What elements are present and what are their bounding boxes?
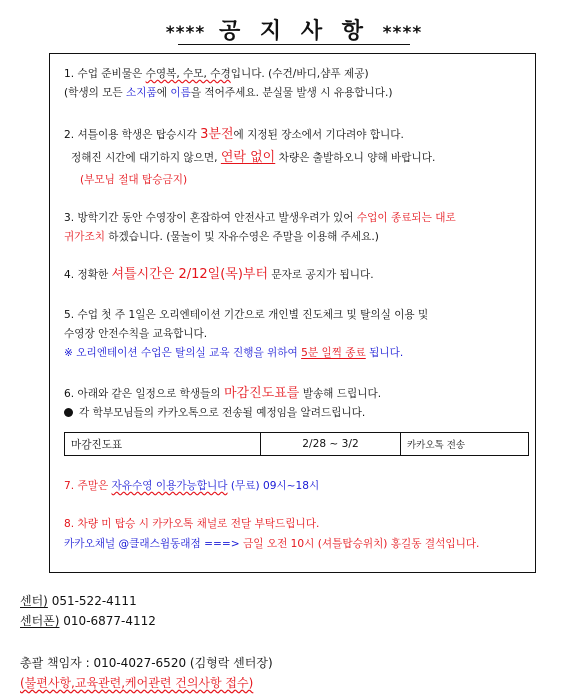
item-6-line-1: 6. 아래와 같은 일정으로 학생들의 마감진도표를 발송해 드립니다. bbox=[64, 386, 382, 401]
center-phone: 센터) 051-522-4111 bbox=[20, 594, 137, 608]
item-2-line-3: (부모님 절대 탑승금지) bbox=[80, 174, 188, 186]
item-4-line-1: 4. 정확한 셔틀시간은 2/12일(목)부터 문자로 공지가 됩니다. bbox=[64, 267, 374, 282]
item-6-line-2: 각 학부모님들의 카카오톡으로 전송될 예정임을 알려드립니다. bbox=[64, 407, 365, 420]
manager-note: (불편사항,교육관련,케어관련 건의사항 접수) bbox=[20, 676, 254, 690]
schedule-method: 카카오톡 전송 bbox=[407, 440, 466, 451]
item-8-line-2: 카카오채널 @클래스윔동래점 ===> 금일 오전 10시 (셔틀탑승위치) 홍길동 결석입니다. bbox=[64, 538, 480, 550]
manager-contact: 총괄 책임자 : 010-4027-6520 (김형락 센터장) bbox=[20, 656, 273, 670]
item-7-line-1: 7. 주말은 자유수영 이용가능합니다 (무료) 09시~18시 bbox=[64, 480, 320, 492]
schedule-table bbox=[64, 432, 529, 456]
item-5-line-2: 수영장 안전수칙을 교육합니다. bbox=[64, 328, 208, 340]
bullet-icon bbox=[64, 408, 73, 417]
item-3-line-1: 3. 방학기간 동안 수영장이 혼잡하여 안전사고 발생우려가 있어 수업이 종료되는 대로 bbox=[64, 212, 456, 224]
item-2-line-2: 정해진 시간에 대기하지 않으면, 연락 없이 차량은 출발하오니 양해 바랍니다. bbox=[71, 150, 436, 165]
page-title: 공 지 사 항 bbox=[219, 19, 369, 44]
schedule-name: 마감진도표 bbox=[65, 433, 261, 455]
title-underline bbox=[178, 44, 410, 45]
item-1-line-1: 1. 수업 준비물은 수영복, 수모, 수경입니다. (수건/바디,샴푸 제공) bbox=[64, 68, 369, 80]
notice-title bbox=[0, 14, 588, 45]
center-mobile: 센터폰) 010-6877-4112 bbox=[20, 614, 156, 628]
item-3-line-2: 귀가조치 하겠습니다. (물놀이 및 자유수영은 주말을 이용해 주세요.) bbox=[64, 231, 379, 243]
item-1-line-2: (학생의 모든 소지품에 이름을 적어주세요. 분실물 발생 시 유용합니다.) bbox=[64, 87, 393, 99]
schedule-date: 2/28 ~ 3/2 bbox=[261, 433, 401, 455]
item-8-line-1: 8. 차량 미 탑승 시 카카오톡 채널로 전달 부탁드립니다. bbox=[64, 518, 320, 530]
item-5-line-3: ※ 오리엔테이션 수업은 탈의실 교육 진행을 위하여 5분 일찍 종료 됩니다. bbox=[64, 347, 404, 359]
title-stars-left: **** bbox=[165, 23, 206, 43]
item-2-line-1: 2. 셔틀이용 학생은 탑승시각 3분전에 지정된 장소에서 기다려야 합니다. bbox=[64, 127, 404, 142]
title-stars-right: **** bbox=[382, 23, 423, 43]
item-5-line-1: 5. 수업 첫 주 1일은 오리엔테이션 기간으로 개인별 진도체크 및 탈의실 이용 및 bbox=[64, 309, 429, 321]
